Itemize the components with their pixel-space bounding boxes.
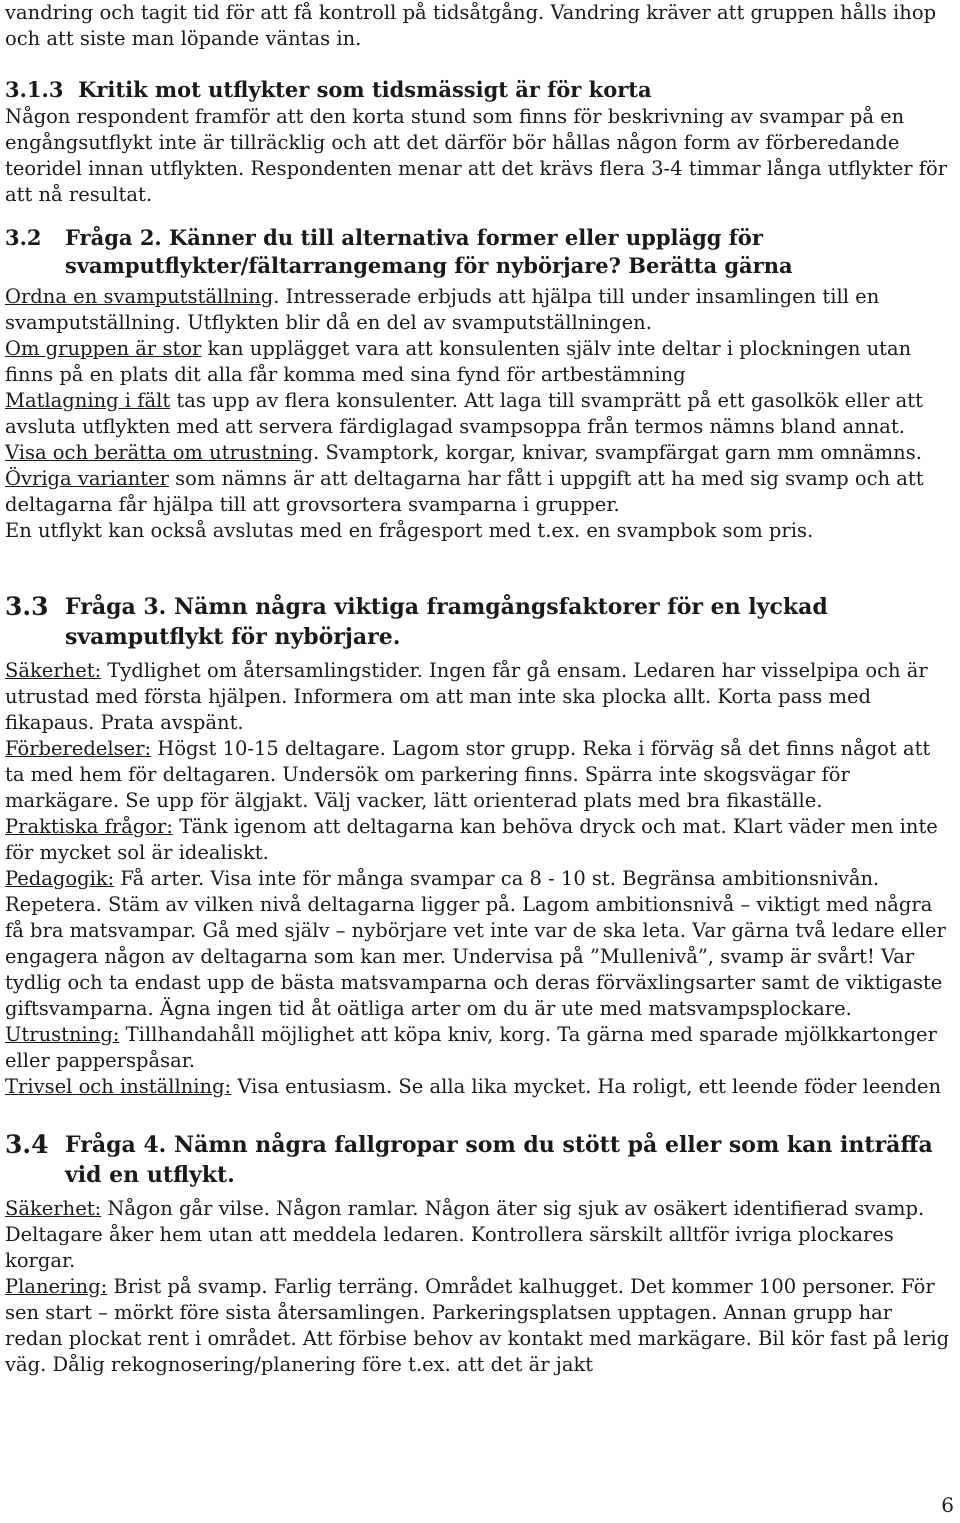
- item-label: Ordna en svamputställning: [5, 285, 274, 308]
- item-text: kan upplägget vara att konsulenten själv inte deltar i plockningen utan finns på en plats dit alla får komma med sina fynd för artbestämning: [5, 337, 912, 386]
- item-paragraph: [5, 466, 955, 518]
- item-label: Praktiska frågor:: [5, 815, 173, 838]
- item-text: . Intresserade erbjuds att hjälpa till under insamlingen till en svamputställning. Utflykten blir då en del av svamputställningen.: [5, 285, 880, 334]
- item-paragraph: [5, 1022, 955, 1074]
- page-number: 6: [941, 1493, 954, 1517]
- heading-title: Kritik mot utflykter som tidsmässigt är för korta: [78, 77, 652, 102]
- item-paragraph: [5, 866, 955, 1022]
- item-label: Matlagning i fält: [5, 389, 171, 412]
- item-paragraph: [5, 1274, 955, 1378]
- item-text: Högst 10-15 deltagare. Lagom stor grupp. Reka i förväg så det finns något att ta med hem för deltagaren. Undersök om parkering finns. Spärra inte skogsvägar för markägare. Se upp för älgjakt. Välj vacker, lätt orienterad plats med bra fikaställe.: [5, 737, 931, 812]
- item-paragraph: [5, 388, 955, 440]
- item-text: Tänk igenom att deltagarna kan behöva dryck och mat. Klart väder men inte för mycket sol är idealiskt.: [5, 815, 938, 864]
- item-text: Visa entusiasm. Se alla lika mycket. Ha roligt, ett leende föder leenden: [231, 1075, 942, 1098]
- item-label: Om gruppen är stor: [5, 337, 202, 360]
- item-label: Visa och berätta om utrustning: [5, 441, 314, 464]
- heading-number: 3.3: [5, 592, 49, 621]
- heading-title: Fråga 3. Nämn några viktiga framgångsfaktorer för en lyckad svamputflykt för nybörjare.: [65, 594, 828, 650]
- heading-title: Fråga 4. Nämn några fallgropar som du stött på eller som kan inträffa vid en utflykt.: [65, 1132, 933, 1188]
- item-text: tas upp av flera konsulenter. Att laga till svamprätt på ett gasolkök eller att avsluta utflykten med att servera färdiglagad svampsoppa från termos nämns bland annat.: [5, 389, 923, 438]
- item-text: som nämns är att deltagarna har fått i uppgift att ha med sig svamp och att deltagarna får hjälpa till att grovsortera svamparna i grupper.: [5, 467, 924, 516]
- item-text: Tydlighet om återsamlingstider. Ingen får gå ensam. Ledaren har visselpipa och är utrustad med första hjälpen. Informera om att man inte ska plocka allt. Korta pass med fikapaus. Prata avspänt.: [5, 659, 928, 734]
- document-page: [5, 0, 955, 1378]
- item-label: Säkerhet:: [5, 659, 102, 682]
- item-paragraph: [5, 1074, 955, 1100]
- item-paragraph: [5, 284, 955, 336]
- intro-paragraph: vandring och tagit tid för att få kontroll på tidsåtgång. Vandring kräver att gruppen hålls ihop och att siste man löpande väntas in.: [5, 1, 937, 50]
- section-3-1-3-paragraph: Någon respondent framför att den korta stund som finns för beskrivning av svampar på en engångsutflykt inte är tillräcklig och att det därför bör hållas någon form av förberedande teoridel innan utflykten. Respondenten menar att det krävs flera 3-4 timmar långa utflykter för att nå resultat.: [5, 105, 948, 206]
- item-text: Någon går vilse. Någon ramlar. Någon äter sig sjuk av osäkert identifierad svamp. Deltagare åker hem utan att meddela ledaren. Kontrollera särskilt alltför ivriga plockares korgar.: [5, 1197, 925, 1272]
- item-paragraph: [5, 814, 955, 866]
- heading-3-4: [5, 1130, 955, 1190]
- heading-3-3: [5, 592, 955, 652]
- item-paragraph: [5, 336, 955, 388]
- item-paragraph: [5, 736, 955, 814]
- item-text: . Svamptork, korgar, knivar, svampfärgat garn mm omnämns.: [313, 441, 922, 464]
- item-text: Brist på svamp. Farlig terräng. Området kalhugget. Det kommer 100 personer. För sen start – mörkt före sista återsamlingen. Parkeringsplatsen upptagen. Annan grupp har redan plockat rent i området. Att förbise behov av kontakt med markägare. Bil kör fast på lerig väg. Dålig rekognosering/planering före t.ex. att det är jakt: [5, 1275, 950, 1376]
- item-label: Förberedelser:: [5, 737, 152, 760]
- item-label: Utrustning:: [5, 1023, 120, 1046]
- item-text: Få arter. Visa inte för många svampar ca 8 - 10 st. Begränsa ambitionsnivån. Repetera. Stäm av vilken nivå deltagarna ligger på. Lagom ambitionsnivå – viktigt med några få bra matsvampar. Gå med själv – nybörjare vet inte var de ska leta. Var gärna två ledare eller engagera någon av deltagarna som kan mer. Undervisa på ”Mullenivå”, svamp är svårt! Var tydlig och ta endast upp de bästa matsvamparna och deras förväxlingsarter samt de viktigaste giftsvamparna. Ägna ingen tid åt oätliga arter om du är ute med matsvampsplockare.: [5, 867, 946, 1020]
- item-label: Övriga varianter: [5, 467, 169, 490]
- heading-title: Fråga 2. Känner du till alternativa former eller upplägg för svamputflykter/fältarrangemang för nybörjare? Berätta gärna: [65, 225, 793, 278]
- item-paragraph: [5, 1196, 955, 1274]
- item-label: Trivsel och inställning:: [5, 1075, 232, 1098]
- closing-paragraph: En utflykt kan också avslutas med en frågesport med t.ex. en svampbok som pris.: [5, 519, 814, 542]
- heading-3-1-3: [5, 76, 955, 104]
- item-paragraph: [5, 440, 955, 466]
- item-text: Tillhandahåll möjlighet att köpa kniv, korg. Ta gärna med sparade mjölkkartonger eller papperspåsar.: [5, 1023, 937, 1072]
- heading-3-2: [5, 224, 955, 280]
- item-label: Säkerhet:: [5, 1197, 102, 1220]
- item-label: Pedagogik:: [5, 867, 115, 890]
- heading-number: 3.2: [5, 225, 42, 250]
- heading-number: 3.1.3: [5, 77, 64, 102]
- item-paragraph: [5, 658, 955, 736]
- item-label: Planering:: [5, 1275, 108, 1298]
- heading-number: 3.4: [5, 1130, 49, 1159]
